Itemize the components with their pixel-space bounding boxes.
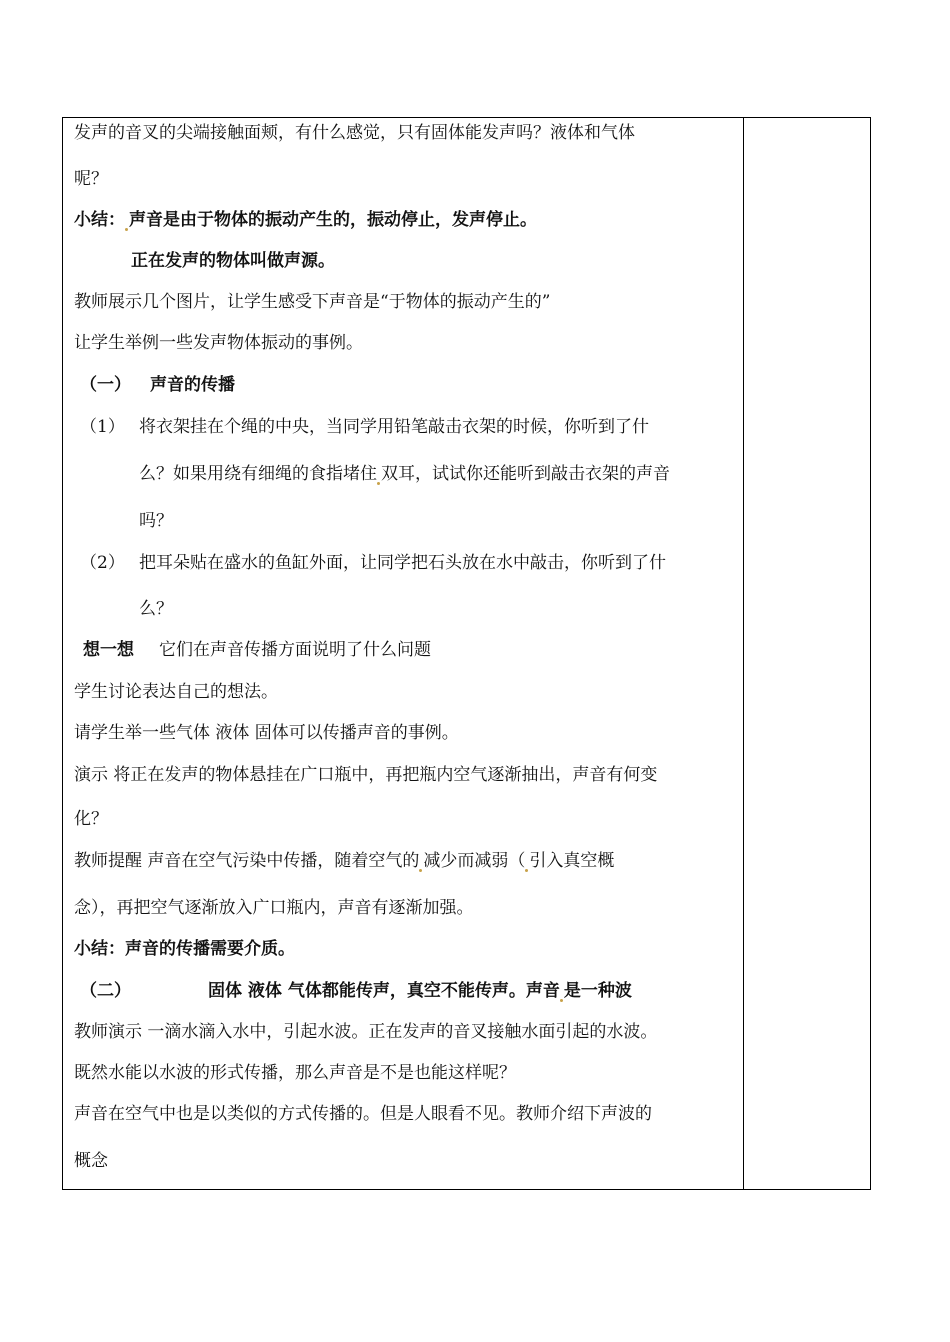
text-segment: 双耳，试试你还能听到敲击衣架的声音 — [381, 464, 670, 484]
text-line: 让学生举例一些发声物体振动的事例。 — [74, 333, 363, 353]
summary-line — [74, 209, 537, 231]
text-segment: 减少而减弱（ — [423, 851, 526, 871]
section-number: （一） — [80, 375, 131, 395]
text-segment: 么？如果用绕有细绳的食指堵住 — [139, 464, 377, 484]
text-line: 念），再把空气逐渐放入广口瓶内，声音有逐渐加强。 — [74, 898, 474, 918]
text-line: 既然水能以水波的形式传播，那么声音是不是也能这样呢？ — [74, 1063, 516, 1083]
text-line: 教师展示几个图片，让学生感受下声音是“于物体的振动产生的” — [74, 292, 551, 312]
edit-mark-icon — [419, 869, 422, 872]
text-line: 声音在空气中也是以类似的方式传播的。但是人眼看不见。教师介绍下声波的 — [74, 1104, 652, 1124]
summary-continuation: 正在发声的物体叫做声源。 — [131, 251, 335, 271]
text-segment: 是一种波 — [563, 981, 632, 1001]
text-line: 概念 — [74, 1151, 108, 1171]
edit-mark-icon — [525, 869, 528, 872]
summary-line: 小结：声音的传播需要介质。 — [74, 939, 295, 959]
section-number: （二） — [80, 981, 131, 1001]
list-number: （1） — [80, 417, 125, 437]
text-line: 呢？ — [74, 169, 108, 189]
text-line — [74, 850, 614, 872]
text-line: 请学生举一些气体 液体 固体可以传播声音的事例。 — [74, 723, 459, 743]
edit-mark-icon — [125, 228, 128, 231]
think-label: 想一想 — [83, 640, 134, 660]
column-divider — [743, 117, 744, 1190]
list-item-text: 么？ — [139, 599, 173, 619]
list-item-text: 吗？ — [139, 511, 173, 531]
text-segment: 引入真空概 — [529, 851, 615, 871]
text-line: 发声的音叉的尖端接触面颊，有什么感觉，只有固体能发声吗？液体和气体 — [74, 123, 635, 143]
text-segment: 固体 液体 气体都能传声，真空不能传声。声音 — [208, 981, 560, 1001]
list-item-text: 把耳朵贴在盛水的鱼缸外面，让同学把石头放在水中敲击，你听到了什 — [139, 553, 666, 573]
text-line: 学生讨论表达自己的想法。 — [74, 682, 278, 702]
list-item-text: 将衣架挂在个绳的中央，当同学用铅笔敲击衣架的时候，你听到了什 — [139, 417, 649, 437]
list-number: （2） — [80, 553, 125, 573]
summary-text: 声音是由于物体的振动产生的，振动停止，发声停止。 — [129, 210, 537, 230]
text-segment: 教师提醒 声音在空气污染中传播，随着空气的 — [74, 851, 420, 871]
text-line: 教师演示 一滴水滴入水中，引起水波。正在发声的音叉接触水面引起的水波。 — [74, 1022, 658, 1042]
think-text: 它们在声音传播方面说明了什么问题 — [159, 640, 431, 660]
section-title: 声音的传播 — [150, 375, 235, 395]
edit-mark-icon — [560, 999, 563, 1002]
section-title — [208, 980, 632, 1002]
text-line: 演示 将正在发声的物体悬挂在广口瓶中，再把瓶内空气逐渐抽出，声音有何变 — [74, 765, 658, 785]
text-line: 化？ — [74, 809, 108, 829]
list-item-text — [139, 463, 670, 485]
edit-mark-icon — [377, 482, 380, 485]
summary-label: 小结： — [74, 210, 125, 230]
